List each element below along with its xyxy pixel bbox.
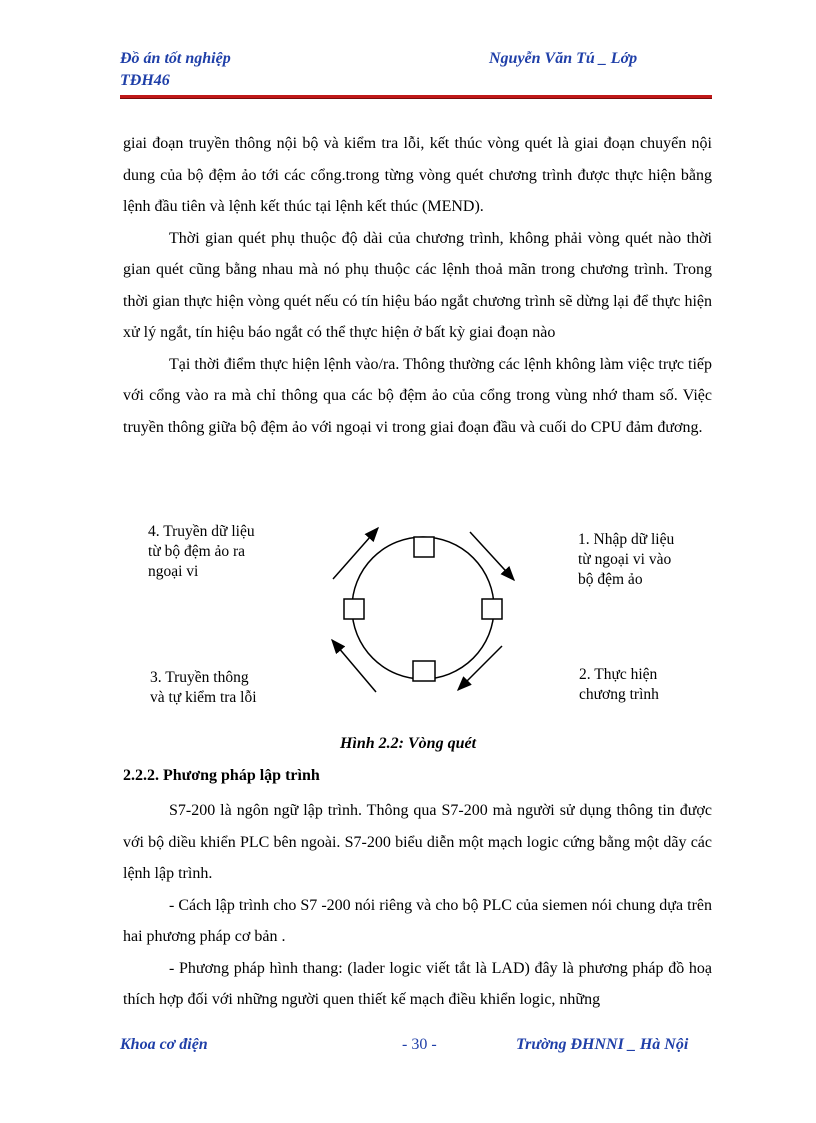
step-2-label: 2. Thực hiện chương trình xyxy=(579,666,659,703)
body-bottom xyxy=(123,795,712,1016)
stage-box-top xyxy=(414,537,434,557)
paragraph: giai đoạn truyền thông nội bộ và kiểm tra lỗi, kết thúc vòng quét là giai đoạn chuyển nội dung của bộ đệm ảo tới các cổng.trong từng vòng quét chương trình được thực hiện bằng lệnh đầu tiên và lệnh kết thúc tại lệnh kết thúc (MEND). xyxy=(123,135,712,215)
cycle-circle xyxy=(352,537,494,679)
paragraph: - Phương pháp hình thang: (lader logic viết tắt là LAD) đây là phương pháp đồ hoạ thích hợp đối với những người quen thiết kế mạch điều khiển logic, những xyxy=(123,959,712,1008)
paragraph: S7-200 là ngôn ngữ lập trình. Thông qua S7-200 mà người sử dụng thông tin được với bộ diều khiển PLC bên ngoài. S7-200 biểu diễn một mạch logic cứng bằng một dãy các lệnh lập trình. xyxy=(123,802,712,882)
arrow-top-right xyxy=(470,532,514,580)
step-4-label: 4. Truyền dữ liệu từ bộ đệm ảo ra ngoại vi xyxy=(148,523,255,580)
paragraph: Thời gian quét phụ thuộc độ dài của chương trình, không phải vòng quét nào thời gian quét cũng bằng nhau mà nó phụ thuộc các lệnh thoả mãn trong chương trình. Trong thời gian thực hiện vòng quét nếu có tín hiệu báo ngắt chương trình sẽ dừng lại để thực hiện xử lý ngắt, tín hiệu báo ngắt có thể thực hiện ở bất kỳ giai đoạn nào xyxy=(123,229,712,341)
section-heading: 2.2.2. Phương pháp lập trình xyxy=(123,767,320,784)
footer-university: Trường ĐHNNI _ Hà Nội xyxy=(516,1036,689,1053)
header-left-title: Đồ án tốt nghiệp xyxy=(120,50,231,67)
stage-box-bottom xyxy=(413,661,435,681)
arrow-bottom-left xyxy=(332,640,376,692)
scan-cycle-diagram xyxy=(120,510,712,725)
body-top xyxy=(123,128,712,443)
stage-box-right xyxy=(482,599,502,619)
step-1-label: 1. Nhập dữ liệu từ ngoại vi vào bộ đệm ảo xyxy=(578,531,675,588)
page-number: - 30 - xyxy=(402,1036,437,1053)
paragraph: - Cách lập trình cho S7 -200 nói riêng và cho bộ PLC của siemen nói chung dựa trên hai phương pháp cơ bản . xyxy=(123,896,712,945)
footer-department: Khoa cơ điện xyxy=(120,1036,208,1053)
header-author: Nguyễn Văn Tú _ Lớp xyxy=(489,50,638,67)
stage-box-left xyxy=(344,599,364,619)
header-rule xyxy=(120,95,712,98)
step-3-label: 3. Truyền thông và tự kiểm tra lỗi xyxy=(150,669,257,706)
figure-caption: Hình 2.2: Vòng quét xyxy=(339,735,477,752)
paragraph: Tại thời điểm thực hiện lệnh vào/ra. Thông thường các lệnh không làm việc trực tiếp với cổng vào ra mà chỉ thông qua các bộ đệm ảo của cổng trong vùng nhớ tham số. Việc truyền thông giữa bộ đệm ảo với ngoại vi trong giai đoạn đầu và cuối do CPU đảm đương. xyxy=(123,355,712,436)
arrow-bottom-right xyxy=(458,646,502,690)
arrow-top-left xyxy=(333,528,378,579)
header-class-code: TĐH46 xyxy=(120,72,170,89)
